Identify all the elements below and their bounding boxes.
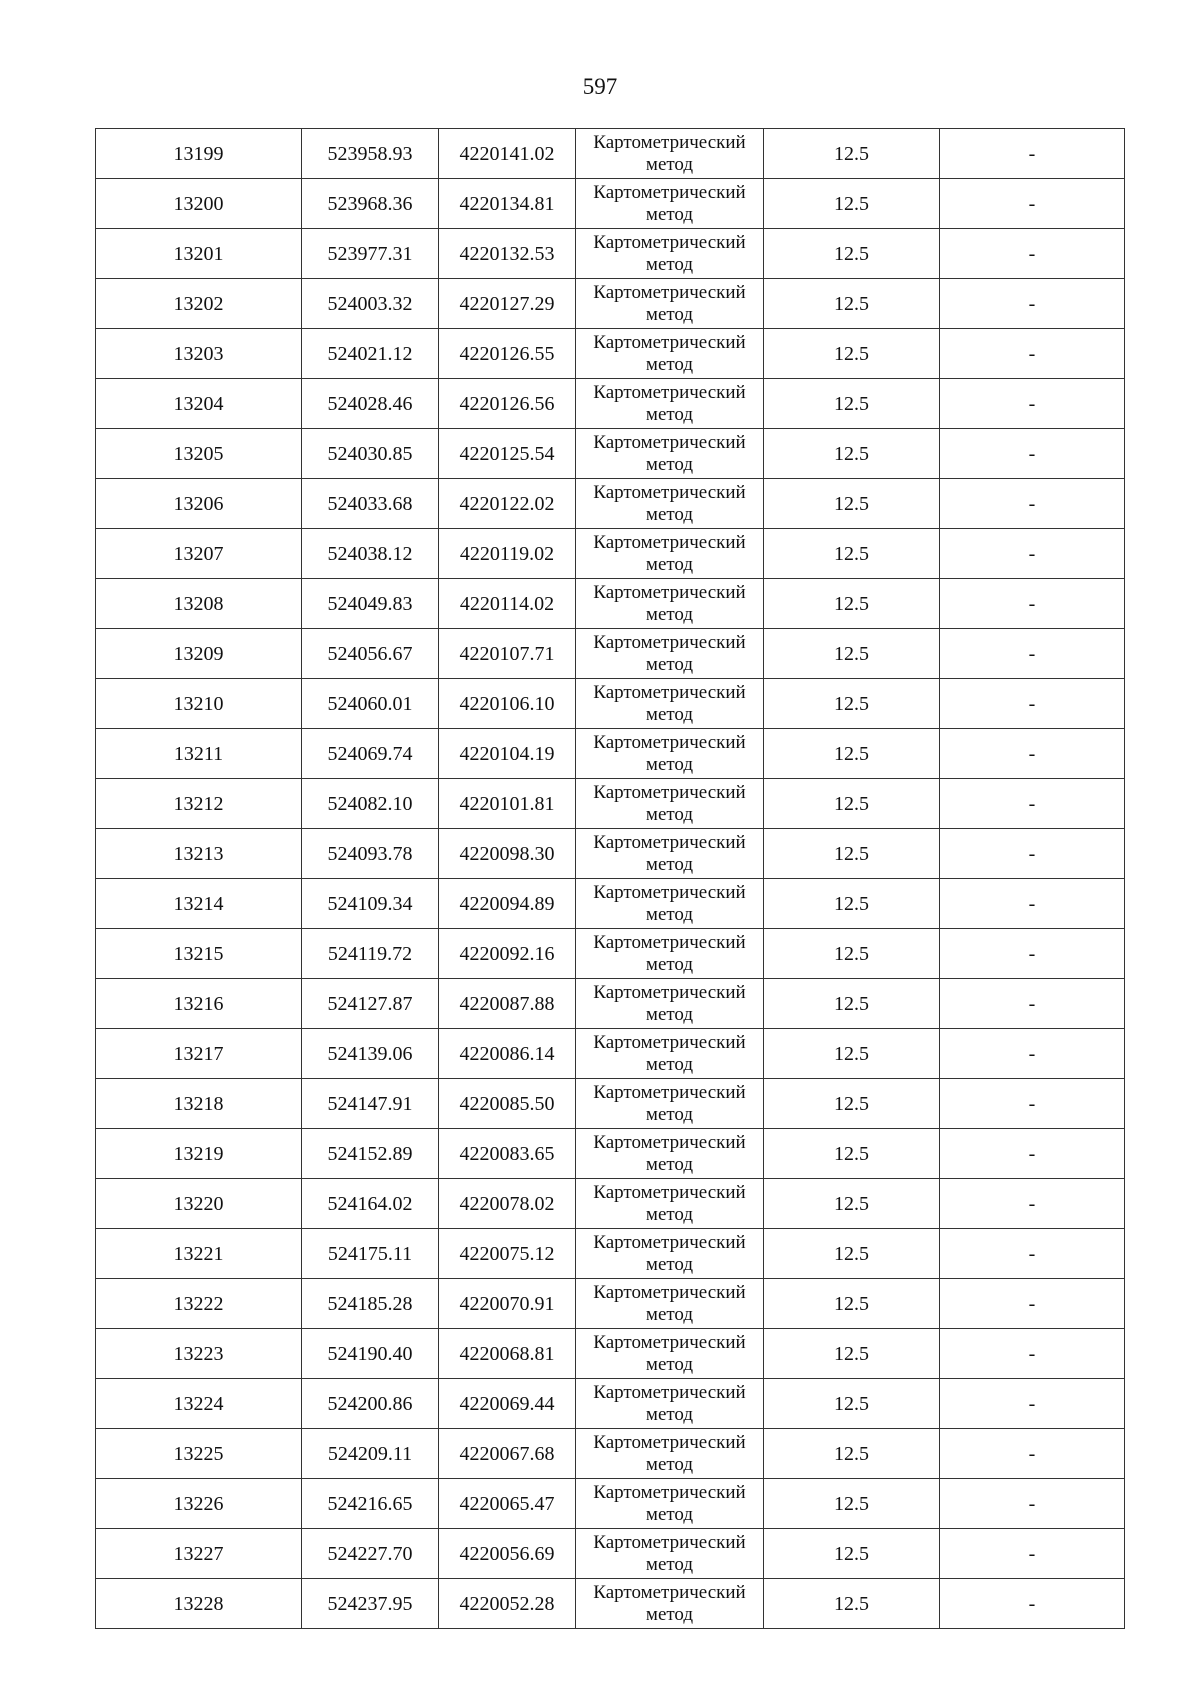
accuracy-cell: 12.5 (764, 1329, 940, 1379)
table-row (96, 829, 1125, 879)
method-line-1: Картометрический (593, 1381, 746, 1403)
accuracy-cell: 12.5 (764, 529, 940, 579)
method-line-1: Картометрический (593, 131, 746, 153)
x-coordinate-cell: 524237.95 (302, 1579, 439, 1629)
table-row (96, 1079, 1125, 1129)
table-row (96, 129, 1125, 179)
x-coordinate-cell: 524127.87 (302, 979, 439, 1029)
accuracy-cell: 12.5 (764, 279, 940, 329)
method-cell (576, 629, 764, 679)
note-cell: - (940, 329, 1125, 379)
method-line-2: метод (645, 1503, 694, 1525)
method-cell (576, 1029, 764, 1079)
method-line-2: метод (645, 1203, 694, 1225)
method-line-2: метод (645, 1053, 694, 1075)
method-cell (576, 179, 764, 229)
point-number-cell: 13222 (96, 1279, 302, 1329)
point-number-cell: 13203 (96, 329, 302, 379)
x-coordinate-cell: 524021.12 (302, 329, 439, 379)
note-cell: - (940, 879, 1125, 929)
accuracy-cell: 12.5 (764, 1279, 940, 1329)
x-coordinate-cell: 523977.31 (302, 229, 439, 279)
point-number-cell: 13208 (96, 579, 302, 629)
table-row (96, 329, 1125, 379)
point-number-cell: 13216 (96, 979, 302, 1029)
method-line-1: Картометрический (593, 781, 746, 803)
method-line-1: Картометрический (593, 1231, 746, 1253)
table-row (96, 179, 1125, 229)
point-number-cell: 13210 (96, 679, 302, 729)
accuracy-cell: 12.5 (764, 1179, 940, 1229)
method-cell (576, 229, 764, 279)
x-coordinate-cell: 524209.11 (302, 1429, 439, 1479)
method-line-2: метод (645, 1603, 694, 1625)
x-coordinate-cell: 524038.12 (302, 529, 439, 579)
method-line-2: метод (645, 353, 694, 375)
method-cell (576, 1579, 764, 1629)
point-number-cell: 13219 (96, 1129, 302, 1179)
y-coordinate-cell: 4220132.53 (439, 229, 576, 279)
x-coordinate-cell: 524227.70 (302, 1529, 439, 1579)
method-cell (576, 1429, 764, 1479)
accuracy-cell: 12.5 (764, 1129, 940, 1179)
method-cell (576, 129, 764, 179)
method-line-1: Картометрический (593, 1281, 746, 1303)
point-number-cell: 13212 (96, 779, 302, 829)
x-coordinate-cell: 524190.40 (302, 1329, 439, 1379)
method-cell (576, 1529, 764, 1579)
point-number-cell: 13215 (96, 929, 302, 979)
accuracy-cell: 12.5 (764, 629, 940, 679)
method-line-1: Картометрический (593, 1581, 746, 1603)
note-cell: - (940, 529, 1125, 579)
table-row (96, 479, 1125, 529)
note-cell: - (940, 1479, 1125, 1529)
y-coordinate-cell: 4220104.19 (439, 729, 576, 779)
y-coordinate-cell: 4220068.81 (439, 1329, 576, 1379)
method-line-2: метод (645, 503, 694, 525)
method-line-2: метод (645, 903, 694, 925)
method-line-2: метод (645, 1153, 694, 1175)
method-line-1: Картометрический (593, 981, 746, 1003)
y-coordinate-cell: 4220083.65 (439, 1129, 576, 1179)
table-row (96, 1329, 1125, 1379)
y-coordinate-cell: 4220094.89 (439, 879, 576, 929)
note-cell: - (940, 229, 1125, 279)
method-line-1: Картометрический (593, 1081, 746, 1103)
x-coordinate-cell: 524109.34 (302, 879, 439, 929)
table-row (96, 729, 1125, 779)
method-line-1: Картометрический (593, 181, 746, 203)
page-number: 597 (582, 74, 618, 99)
method-cell (576, 529, 764, 579)
table-row (96, 929, 1125, 979)
accuracy-cell: 12.5 (764, 779, 940, 829)
x-coordinate-cell: 524003.32 (302, 279, 439, 329)
method-line-2: метод (645, 853, 694, 875)
note-cell: - (940, 779, 1125, 829)
y-coordinate-cell: 4220122.02 (439, 479, 576, 529)
accuracy-cell: 12.5 (764, 1479, 940, 1529)
point-number-cell: 13205 (96, 429, 302, 479)
accuracy-cell: 12.5 (764, 1529, 940, 1579)
x-coordinate-cell: 524082.10 (302, 779, 439, 829)
x-coordinate-cell: 524069.74 (302, 729, 439, 779)
note-cell: - (940, 1379, 1125, 1429)
table-row (96, 379, 1125, 429)
table-row (96, 279, 1125, 329)
note-cell: - (940, 479, 1125, 529)
method-cell (576, 479, 764, 529)
method-line-2: метод (645, 203, 694, 225)
method-line-2: метод (645, 703, 694, 725)
table-row (96, 1179, 1125, 1229)
point-number-cell: 13199 (96, 129, 302, 179)
accuracy-cell: 12.5 (764, 1029, 940, 1079)
accuracy-cell: 12.5 (764, 1579, 940, 1629)
method-line-1: Картометрический (593, 1031, 746, 1053)
accuracy-cell: 12.5 (764, 1229, 940, 1279)
table-row (96, 629, 1125, 679)
method-line-2: метод (645, 553, 694, 575)
y-coordinate-cell: 4220092.16 (439, 929, 576, 979)
point-number-cell: 13226 (96, 1479, 302, 1529)
method-line-1: Картометрический (593, 381, 746, 403)
table-row (96, 979, 1125, 1029)
x-coordinate-cell: 524093.78 (302, 829, 439, 879)
table-row (96, 429, 1125, 479)
accuracy-cell: 12.5 (764, 1429, 940, 1479)
point-number-cell: 13206 (96, 479, 302, 529)
y-coordinate-cell: 4220085.50 (439, 1079, 576, 1129)
method-line-1: Картометрический (593, 581, 746, 603)
note-cell: - (940, 379, 1125, 429)
accuracy-cell: 12.5 (764, 229, 940, 279)
x-coordinate-cell: 524152.89 (302, 1129, 439, 1179)
method-cell (576, 1229, 764, 1279)
point-number-cell: 13211 (96, 729, 302, 779)
note-cell: - (940, 1579, 1125, 1629)
y-coordinate-cell: 4220075.12 (439, 1229, 576, 1279)
note-cell: - (940, 279, 1125, 329)
method-cell (576, 679, 764, 729)
method-cell (576, 829, 764, 879)
method-cell (576, 579, 764, 629)
method-cell (576, 1329, 764, 1379)
note-cell: - (940, 1329, 1125, 1379)
x-coordinate-cell: 524175.11 (302, 1229, 439, 1279)
note-cell: - (940, 1529, 1125, 1579)
point-number-cell: 13204 (96, 379, 302, 429)
note-cell: - (940, 1429, 1125, 1479)
accuracy-cell: 12.5 (764, 379, 940, 429)
note-cell: - (940, 829, 1125, 879)
x-coordinate-cell: 524030.85 (302, 429, 439, 479)
method-line-1: Картометрический (593, 1431, 746, 1453)
x-coordinate-cell: 524119.72 (302, 929, 439, 979)
method-line-1: Картометрический (593, 1181, 746, 1203)
point-number-cell: 13207 (96, 529, 302, 579)
method-cell (576, 1179, 764, 1229)
note-cell: - (940, 1279, 1125, 1329)
table-row (96, 1029, 1125, 1079)
point-number-cell: 13218 (96, 1079, 302, 1129)
method-cell (576, 779, 764, 829)
x-coordinate-cell: 524185.28 (302, 1279, 439, 1329)
method-line-2: метод (645, 653, 694, 675)
y-coordinate-cell: 4220119.02 (439, 529, 576, 579)
method-cell (576, 729, 764, 779)
y-coordinate-cell: 4220125.54 (439, 429, 576, 479)
method-line-1: Картометрический (593, 681, 746, 703)
x-coordinate-cell: 524028.46 (302, 379, 439, 429)
method-cell (576, 979, 764, 1029)
y-coordinate-cell: 4220065.47 (439, 1479, 576, 1529)
method-line-1: Картометрический (593, 531, 746, 553)
method-line-1: Картометрический (593, 1131, 746, 1153)
point-number-cell: 13228 (96, 1579, 302, 1629)
accuracy-cell: 12.5 (764, 479, 940, 529)
table-row (96, 229, 1125, 279)
table-row (96, 1479, 1125, 1529)
y-coordinate-cell: 4220078.02 (439, 1179, 576, 1229)
method-line-2: метод (645, 753, 694, 775)
table-row (96, 1429, 1125, 1479)
method-cell (576, 379, 764, 429)
y-coordinate-cell: 4220141.02 (439, 129, 576, 179)
y-coordinate-cell: 4220101.81 (439, 779, 576, 829)
accuracy-cell: 12.5 (764, 429, 940, 479)
accuracy-cell: 12.5 (764, 829, 940, 879)
y-coordinate-cell: 4220126.55 (439, 329, 576, 379)
table-row (96, 1579, 1125, 1629)
method-line-1: Картометрический (593, 431, 746, 453)
table-row (96, 879, 1125, 929)
method-line-1: Картометрический (593, 281, 746, 303)
x-coordinate-cell: 524049.83 (302, 579, 439, 629)
table-row (96, 779, 1125, 829)
method-line-2: метод (645, 403, 694, 425)
method-line-1: Картометрический (593, 331, 746, 353)
method-line-1: Картометрический (593, 881, 746, 903)
method-line-1: Картометрический (593, 481, 746, 503)
method-line-2: метод (645, 603, 694, 625)
note-cell: - (940, 1229, 1125, 1279)
note-cell: - (940, 1079, 1125, 1129)
y-coordinate-cell: 4220126.56 (439, 379, 576, 429)
method-line-1: Картометрический (593, 1531, 746, 1553)
table-row (96, 579, 1125, 629)
table-row (96, 679, 1125, 729)
y-coordinate-cell: 4220127.29 (439, 279, 576, 329)
accuracy-cell: 12.5 (764, 729, 940, 779)
note-cell: - (940, 729, 1125, 779)
x-coordinate-cell: 524216.65 (302, 1479, 439, 1529)
method-cell (576, 1129, 764, 1179)
y-coordinate-cell: 4220086.14 (439, 1029, 576, 1079)
table-row (96, 1379, 1125, 1429)
method-line-1: Картометрический (593, 631, 746, 653)
y-coordinate-cell: 4220134.81 (439, 179, 576, 229)
note-cell: - (940, 579, 1125, 629)
method-line-2: метод (645, 1453, 694, 1475)
method-cell (576, 429, 764, 479)
method-cell (576, 1279, 764, 1329)
x-coordinate-cell: 524060.01 (302, 679, 439, 729)
x-coordinate-cell: 524164.02 (302, 1179, 439, 1229)
method-line-2: метод (645, 1253, 694, 1275)
method-cell (576, 1079, 764, 1129)
coordinates-table-body (96, 129, 1125, 1629)
coordinates-table (95, 128, 1125, 1629)
method-cell (576, 1379, 764, 1429)
method-cell (576, 329, 764, 379)
method-cell (576, 279, 764, 329)
method-line-2: метод (645, 1353, 694, 1375)
point-number-cell: 13217 (96, 1029, 302, 1079)
point-number-cell: 13214 (96, 879, 302, 929)
x-coordinate-cell: 524056.67 (302, 629, 439, 679)
accuracy-cell: 12.5 (764, 129, 940, 179)
accuracy-cell: 12.5 (764, 929, 940, 979)
table-row (96, 1529, 1125, 1579)
note-cell: - (940, 1129, 1125, 1179)
note-cell: - (940, 979, 1125, 1029)
accuracy-cell: 12.5 (764, 1079, 940, 1129)
point-number-cell: 13220 (96, 1179, 302, 1229)
point-number-cell: 13200 (96, 179, 302, 229)
y-coordinate-cell: 4220106.10 (439, 679, 576, 729)
y-coordinate-cell: 4220098.30 (439, 829, 576, 879)
y-coordinate-cell: 4220056.69 (439, 1529, 576, 1579)
table-row (96, 1229, 1125, 1279)
method-cell (576, 879, 764, 929)
method-line-1: Картометрический (593, 931, 746, 953)
method-line-2: метод (645, 303, 694, 325)
method-line-2: метод (645, 453, 694, 475)
y-coordinate-cell: 4220070.91 (439, 1279, 576, 1329)
note-cell: - (940, 679, 1125, 729)
x-coordinate-cell: 524200.86 (302, 1379, 439, 1429)
note-cell: - (940, 1179, 1125, 1229)
point-number-cell: 13201 (96, 229, 302, 279)
note-cell: - (940, 129, 1125, 179)
x-coordinate-cell: 524033.68 (302, 479, 439, 529)
x-coordinate-cell: 524139.06 (302, 1029, 439, 1079)
x-coordinate-cell: 523968.36 (302, 179, 439, 229)
method-line-2: метод (645, 1003, 694, 1025)
y-coordinate-cell: 4220052.28 (439, 1579, 576, 1629)
method-line-2: метод (645, 1553, 694, 1575)
y-coordinate-cell: 4220067.68 (439, 1429, 576, 1479)
method-line-2: метод (645, 253, 694, 275)
method-line-2: метод (645, 953, 694, 975)
method-line-2: метод (645, 153, 694, 175)
accuracy-cell: 12.5 (764, 179, 940, 229)
table-row (96, 529, 1125, 579)
method-cell (576, 929, 764, 979)
method-line-1: Картометрический (593, 731, 746, 753)
table-row (96, 1129, 1125, 1179)
method-line-1: Картометрический (593, 231, 746, 253)
note-cell: - (940, 179, 1125, 229)
point-number-cell: 13221 (96, 1229, 302, 1279)
accuracy-cell: 12.5 (764, 329, 940, 379)
accuracy-cell: 12.5 (764, 579, 940, 629)
point-number-cell: 13209 (96, 629, 302, 679)
y-coordinate-cell: 4220107.71 (439, 629, 576, 679)
table-row (96, 1279, 1125, 1329)
note-cell: - (940, 629, 1125, 679)
point-number-cell: 13202 (96, 279, 302, 329)
accuracy-cell: 12.5 (764, 879, 940, 929)
point-number-cell: 13225 (96, 1429, 302, 1479)
point-number-cell: 13224 (96, 1379, 302, 1429)
accuracy-cell: 12.5 (764, 679, 940, 729)
method-line-2: метод (645, 1103, 694, 1125)
x-coordinate-cell: 523958.93 (302, 129, 439, 179)
accuracy-cell: 12.5 (764, 1379, 940, 1429)
point-number-cell: 13227 (96, 1529, 302, 1579)
note-cell: - (940, 1029, 1125, 1079)
point-number-cell: 13223 (96, 1329, 302, 1379)
method-line-1: Картометрический (593, 1331, 746, 1353)
method-line-2: метод (645, 1303, 694, 1325)
y-coordinate-cell: 4220087.88 (439, 979, 576, 1029)
y-coordinate-cell: 4220114.02 (439, 579, 576, 629)
accuracy-cell: 12.5 (764, 979, 940, 1029)
note-cell: - (940, 429, 1125, 479)
point-number-cell: 13213 (96, 829, 302, 879)
method-line-1: Картометрический (593, 831, 746, 853)
method-line-2: метод (645, 803, 694, 825)
method-line-1: Картометрический (593, 1481, 746, 1503)
y-coordinate-cell: 4220069.44 (439, 1379, 576, 1429)
method-cell (576, 1479, 764, 1529)
method-line-2: метод (645, 1403, 694, 1425)
note-cell: - (940, 929, 1125, 979)
x-coordinate-cell: 524147.91 (302, 1079, 439, 1129)
